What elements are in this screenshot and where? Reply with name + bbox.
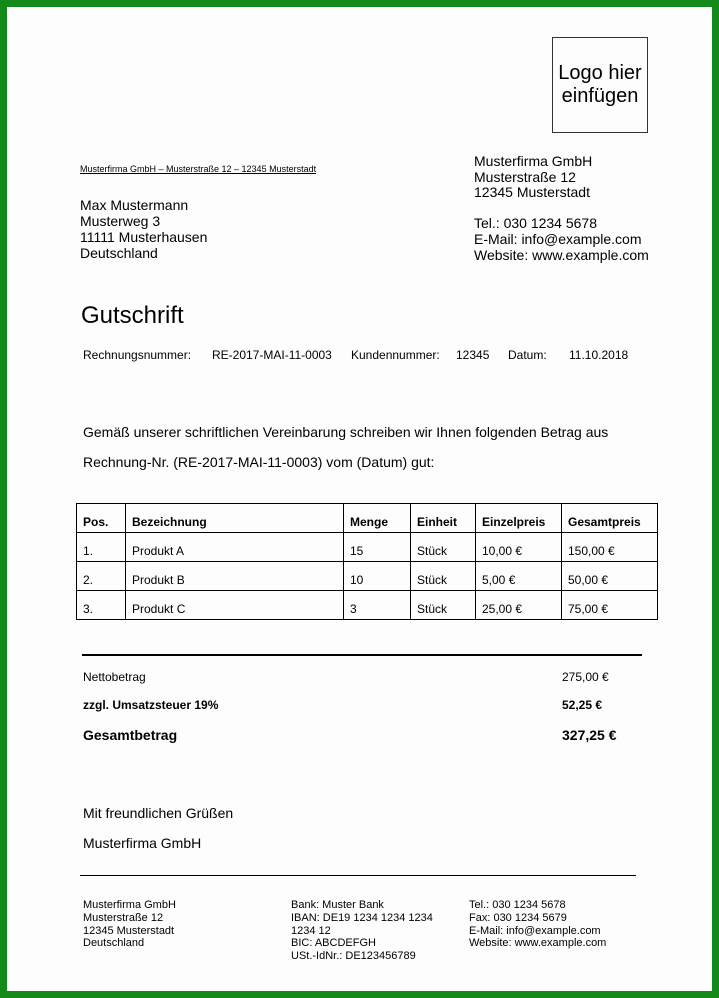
closing-greeting: Mit freundlichen Grüßen	[83, 805, 234, 821]
vat-value: 52,25 €	[562, 698, 603, 712]
company-street: Musterstraße 12	[474, 168, 576, 185]
footer-line: USt.-IdNr.: DE123456789	[291, 950, 416, 963]
footer-line: Fax: 030 1234 5679	[469, 911, 567, 924]
table-row	[77, 562, 658, 591]
intro-line-1: Gemäß unserer schriftlichen Vereinbarung schreiben wir Ihnen folgenden Betrag aus	[83, 424, 609, 440]
footer-line: Website: www.example.com	[469, 937, 607, 950]
cell-menge: 15	[344, 533, 411, 562]
footer-line: Deutschland	[83, 937, 145, 950]
cell-bezeichnung: Produkt A	[126, 533, 344, 562]
cell-menge: 3	[344, 591, 411, 620]
footer-divider	[80, 875, 636, 876]
footer-line: 1234 12	[291, 924, 331, 937]
recipient-address	[80, 197, 207, 261]
recipient-city: 11111 Musterhausen	[80, 229, 208, 245]
company-contact	[474, 215, 649, 263]
cell-einzelpreis: 10,00 €	[476, 533, 562, 562]
cell-bezeichnung: Produkt B	[126, 562, 344, 591]
table-row	[77, 533, 658, 562]
sender-line: Musterfirma GmbH – Musterstraße 12 – 12345 Musterstadt	[80, 164, 317, 174]
vat-label: zzgl. Umsatzsteuer 19%	[83, 698, 219, 712]
company-address	[474, 154, 592, 201]
contact-email: E-Mail: info@example.com	[474, 231, 642, 247]
header-einheit: Einheit	[411, 504, 476, 533]
contact-website: Website: www.example.com	[474, 247, 649, 263]
cell-gesamtpreis: 50,00 €	[562, 562, 658, 591]
cell-einzelpreis: 5,00 €	[476, 562, 562, 591]
header-bezeichnung: Bezeichnung	[126, 504, 344, 533]
cell-pos: 1.	[77, 533, 126, 562]
table-row	[77, 591, 658, 620]
net-value: 275,00 €	[562, 670, 609, 684]
cell-einzelpreis: 25,00 €	[476, 591, 562, 620]
closing-company: Musterfirma GmbH	[83, 835, 202, 851]
footer-contact	[469, 899, 606, 950]
cell-menge: 10	[344, 562, 411, 591]
gross-value: 327,25 €	[562, 727, 617, 743]
contact-phone: Tel.: 030 1234 5678	[474, 215, 597, 231]
cell-gesamtpreis: 75,00 €	[562, 591, 658, 620]
recipient-country: Deutschland	[80, 245, 158, 261]
cell-einheit: Stück	[411, 533, 476, 562]
header-pos: Pos.	[77, 504, 126, 533]
net-label: Nettobetrag	[83, 670, 146, 684]
footer-line: Musterstraße 12	[83, 911, 164, 924]
cell-einheit: Stück	[411, 562, 476, 591]
logo-text: Logo hier einfügen	[558, 62, 642, 107]
footer-line: Musterfirma GmbH	[83, 899, 176, 911]
footer-line: E-Mail: info@example.com	[469, 924, 601, 937]
footer-line: 12345 Musterstadt	[83, 924, 175, 937]
cell-pos: 3.	[77, 591, 126, 620]
intro-line-2: Rechnung-Nr. (RE-2017-MAI-11-0003) vom (Datum) gut:	[83, 454, 435, 470]
company-city: 12345 Musterstadt	[474, 184, 590, 200]
footer-line: Tel.: 030 1234 5678	[469, 899, 566, 911]
recipient-street: Musterweg 3	[80, 213, 161, 229]
header-menge: Menge	[344, 504, 411, 533]
logo-placeholder	[552, 37, 648, 133]
cell-gesamtpreis: 150,00 €	[562, 533, 658, 562]
footer-address	[83, 899, 176, 950]
gross-label: Gesamtbetrag	[83, 727, 178, 743]
footer-line: IBAN: DE19 1234 1234 1234	[291, 911, 433, 924]
recipient-name: Max Mustermann	[80, 197, 189, 213]
footer-line: Bank: Muster Bank	[291, 899, 384, 911]
header-einzelpreis: Einzelpreis	[476, 504, 562, 533]
company-name: Musterfirma GmbH	[474, 153, 593, 169]
invoice-number-value: RE-2017-MAI-11-0003	[212, 348, 332, 362]
footer-line: BIC: ABCDEFGH	[291, 937, 376, 950]
date-label: Datum:	[508, 348, 547, 362]
customer-number-label: Kundennummer:	[351, 348, 440, 362]
cell-bezeichnung: Produkt C	[126, 591, 344, 620]
footer-bank	[291, 899, 433, 963]
document-title: Gutschrift	[81, 302, 184, 329]
totals-divider	[82, 654, 642, 656]
customer-number-value: 12345	[456, 348, 490, 362]
cell-pos: 2.	[77, 562, 126, 591]
items-table	[76, 503, 658, 620]
date-value: 11.10.2018	[569, 348, 629, 362]
header-gesamtpreis: Gesamtpreis	[562, 504, 658, 533]
cell-einheit: Stück	[411, 591, 476, 620]
invoice-number-label: Rechnungsnummer:	[83, 348, 192, 362]
table-header-row	[77, 504, 658, 533]
